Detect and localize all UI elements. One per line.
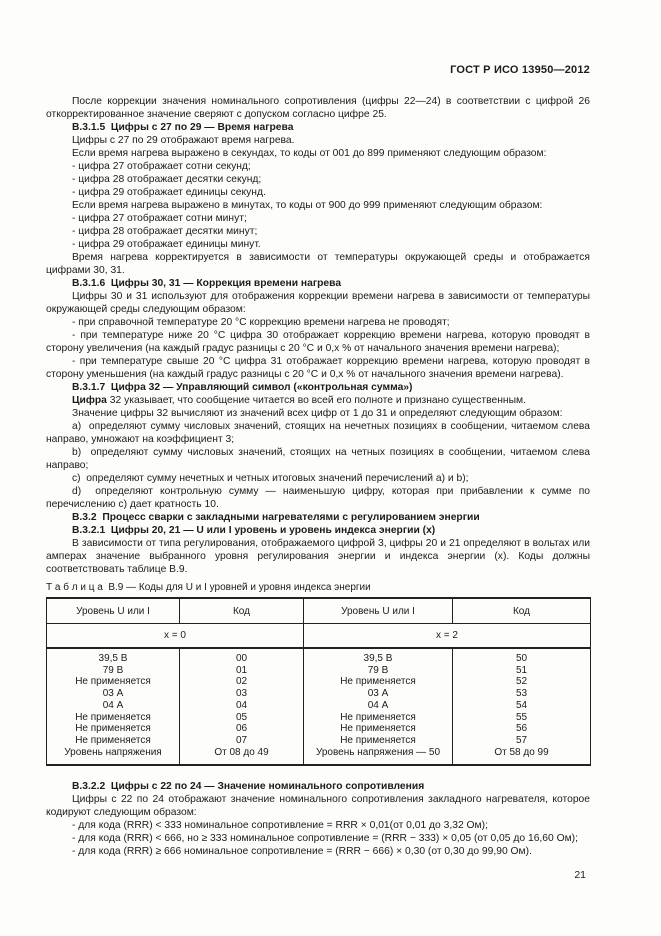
table-cell: 50 <box>453 648 591 665</box>
column-header: Код <box>453 598 591 624</box>
list-item: - при температуре ниже 20 °С цифра 30 отображает коррекцию времени нагрева, которую проводят в сторону увеличения (на каждый градус разницы с 20 °С и 0,х % от начального значения времени нагрева); <box>46 330 590 354</box>
list-item: - для кода (RRR) ≥ 666 номинальное сопротивление = (RRR − 666) × 0,30 (от 0,30 до 99,90 Ом). <box>72 846 532 858</box>
paragraph: Цифры с 27 по 29 отображают время нагрева. <box>72 135 295 146</box>
list-item: d) определяют контрольную сумму — наименьшую цифру, которая при прибавлении к сумме по перечислению c) дает кратность 10. <box>46 486 590 510</box>
table-row <box>47 665 591 677</box>
section-top <box>46 95 590 576</box>
table-cell: От 08 до 49 <box>180 747 304 766</box>
column-header: Уровень U или I <box>47 598 180 624</box>
table-header-row <box>47 598 591 624</box>
table-cell: 02 <box>180 676 304 688</box>
table-cell: 06 <box>180 723 304 735</box>
table-cell: 04 А <box>47 700 180 712</box>
paragraph: Если время нагрева выражено в секундах, то коды от 001 до 899 применяют следующим образом: <box>72 148 547 159</box>
paragraph: Время нагрева корректируется в зависимости от температуры окружающей среды и отображается цифрами 30, 31. <box>46 252 590 276</box>
paragraph: Значение цифры 32 вычисляют из значений всех цифр от 1 до 31 и определяют следующим образом: <box>72 408 563 419</box>
table-cell: 57 <box>453 735 591 747</box>
table-cell: От 58 до 99 <box>453 747 591 766</box>
list-item: - при справочной температуре 20 °С коррекцию времени нагрева не проводят; <box>72 317 450 328</box>
paragraph: Если время нагрева выражено в минутах, то коды от 900 до 999 применяют следующим образом: <box>72 200 543 211</box>
table-cell: 05 <box>180 712 304 724</box>
table-cell: 53 <box>453 688 591 700</box>
document-body <box>46 64 590 858</box>
table-cell: 39,5 В <box>47 648 180 665</box>
table-cell: 79 В <box>47 665 180 677</box>
section-heading: В.3.1.7 Цифра 32 — Управляющий символ («контрольная сумма») <box>72 382 413 393</box>
table-cell: 79 В <box>304 665 453 677</box>
list-item: - цифра 27 отображает сотни минут; <box>72 213 247 224</box>
table-row <box>47 688 591 700</box>
table-row <box>47 747 591 766</box>
table-cell: 51 <box>453 665 591 677</box>
table-cell: Не применяется <box>304 735 453 747</box>
table-cell: 03 <box>180 688 304 700</box>
table-cell: 03 А <box>304 688 453 700</box>
table-row <box>47 723 591 735</box>
table-cell: Не применяется <box>304 712 453 724</box>
section-bottom <box>46 780 590 858</box>
list-item: - цифра 27 отображает сотни секунд; <box>72 161 251 172</box>
page-number: 21 <box>574 869 586 881</box>
table-cell: Уровень напряжения <box>47 747 180 766</box>
table-cell: 04 А <box>304 700 453 712</box>
column-header: Уровень U или I <box>304 598 453 624</box>
list-item: - цифра 28 отображает десятки минут; <box>72 226 258 237</box>
table-row <box>47 676 591 688</box>
table-cell: 00 <box>180 648 304 665</box>
table-subheader-row <box>47 624 591 649</box>
list-item: - цифра 29 отображает единицы минут. <box>72 239 261 250</box>
list-item: b) определяют сумму числовых значений, стоящих на четных позициях в сообщении, читаемом слева направо; <box>46 447 590 471</box>
table-cell: 04 <box>180 700 304 712</box>
list-item: a) определяют сумму числовых значений, стоящих на нечетных позициях в сообщении, читаемом слева направо, умножают на коэффициент 3; <box>46 421 590 445</box>
table-row <box>47 735 591 747</box>
span-header: х = 0 <box>47 624 304 649</box>
list-item: - для кода (RRR) < 333 номинальное сопротивление = RRR × 0,01(от 0,01 до 3,32 Ом); <box>72 820 488 832</box>
table-cell: 03 А <box>47 688 180 700</box>
table-row <box>47 712 591 724</box>
table-cell: 55 <box>453 712 591 724</box>
paragraph: Цифры 30 и 31 используют для отображения коррекции времени нагрева в зависимости от температуры окружающей среды следующим образом: <box>46 291 590 315</box>
paragraph: После коррекции значения номинального сопротивления (цифры 22—24) в соответствии с цифрой 26 откорректированное значение сверяют с допуском согласно цифре 25. <box>46 96 590 120</box>
list-item: - для кода (RRR) < 666, но ≥ 333 номинальное сопротивление = (RRR − 333) × 0,05 (от 0,05 до 16,60 Ом); <box>72 833 578 845</box>
table-cell: Уровень напряжения — 50 <box>304 747 453 766</box>
codes-table <box>46 597 591 766</box>
paragraph: В зависимости от типа регулирования, отображаемого цифрой 3, цифры 20 и 21 определяют в вольтах или амперах значение выбранного уровня регулирования энергии и индекса энергии (х). Коды должны соответствовать таблице В.9. <box>46 538 590 575</box>
list-item: - цифра 28 отображает десятки секунд; <box>72 174 262 185</box>
table-cell: Не применяется <box>47 735 180 747</box>
span-header: х = 2 <box>304 624 591 649</box>
table-cell: 01 <box>180 665 304 677</box>
table-cell: 54 <box>453 700 591 712</box>
section-heading: В.3.2 Процесс сварки с закладными нагревателями с регулированием энергии <box>72 512 480 523</box>
paragraph: Цифра 32 указывает, что сообщение читается во всей его полноте и признано существенным. <box>72 395 526 406</box>
table-cell: Не применяется <box>304 723 453 735</box>
codes-table-head <box>47 598 591 648</box>
table-row <box>47 700 591 712</box>
table-cell: 52 <box>453 676 591 688</box>
section-heading: В.3.1.5 Цифры с 27 по 29 — Время нагрева <box>72 122 294 133</box>
column-header: Код <box>180 598 304 624</box>
list-item: - цифра 29 отображает единицы секунд. <box>72 187 266 198</box>
section-heading: В.3.2.1 Цифры 20, 21 — U или I уровень и уровень индекса энергии (х) <box>72 525 436 536</box>
document-header: ГОСТ Р ИСО 13950—2012 <box>450 64 590 76</box>
paragraph: Цифры с 22 по 24 отображают значение номинального сопротивления закладного нагревателя, которое кодируют следующим образом: <box>46 794 590 819</box>
codes-table-body <box>47 648 591 765</box>
table-cell: 07 <box>180 735 304 747</box>
section-heading: В.3.2.2 Цифры с 22 по 24 — Значение номинального сопротивления <box>72 781 425 793</box>
section-heading: В.3.1.6 Цифры 30, 31 — Коррекция времени нагрева <box>72 278 342 289</box>
list-item: - при температуре свыше 20 °С цифра 31 отображает коррекцию времени нагрева, которую проводят в сторону уменьшения (на каждый градус разницы с 20 °С и 0,х % от начального значения времени нагрева). <box>46 356 590 380</box>
table-cell: 56 <box>453 723 591 735</box>
table-caption: Т а б л и ц а В.9 — Коды для U и I уровней и уровня индекса энергии <box>46 582 371 593</box>
table-cell: 39,5 В <box>304 648 453 665</box>
table-cell: Не применяется <box>47 723 180 735</box>
list-item: c) определяют сумму нечетных и четных итоговых значений перечислений a) и b); <box>72 473 469 484</box>
table-cell: Не применяется <box>304 676 453 688</box>
table-row <box>47 648 591 665</box>
table-cell: Не применяется <box>47 676 180 688</box>
table-cell: Не применяется <box>47 712 180 724</box>
